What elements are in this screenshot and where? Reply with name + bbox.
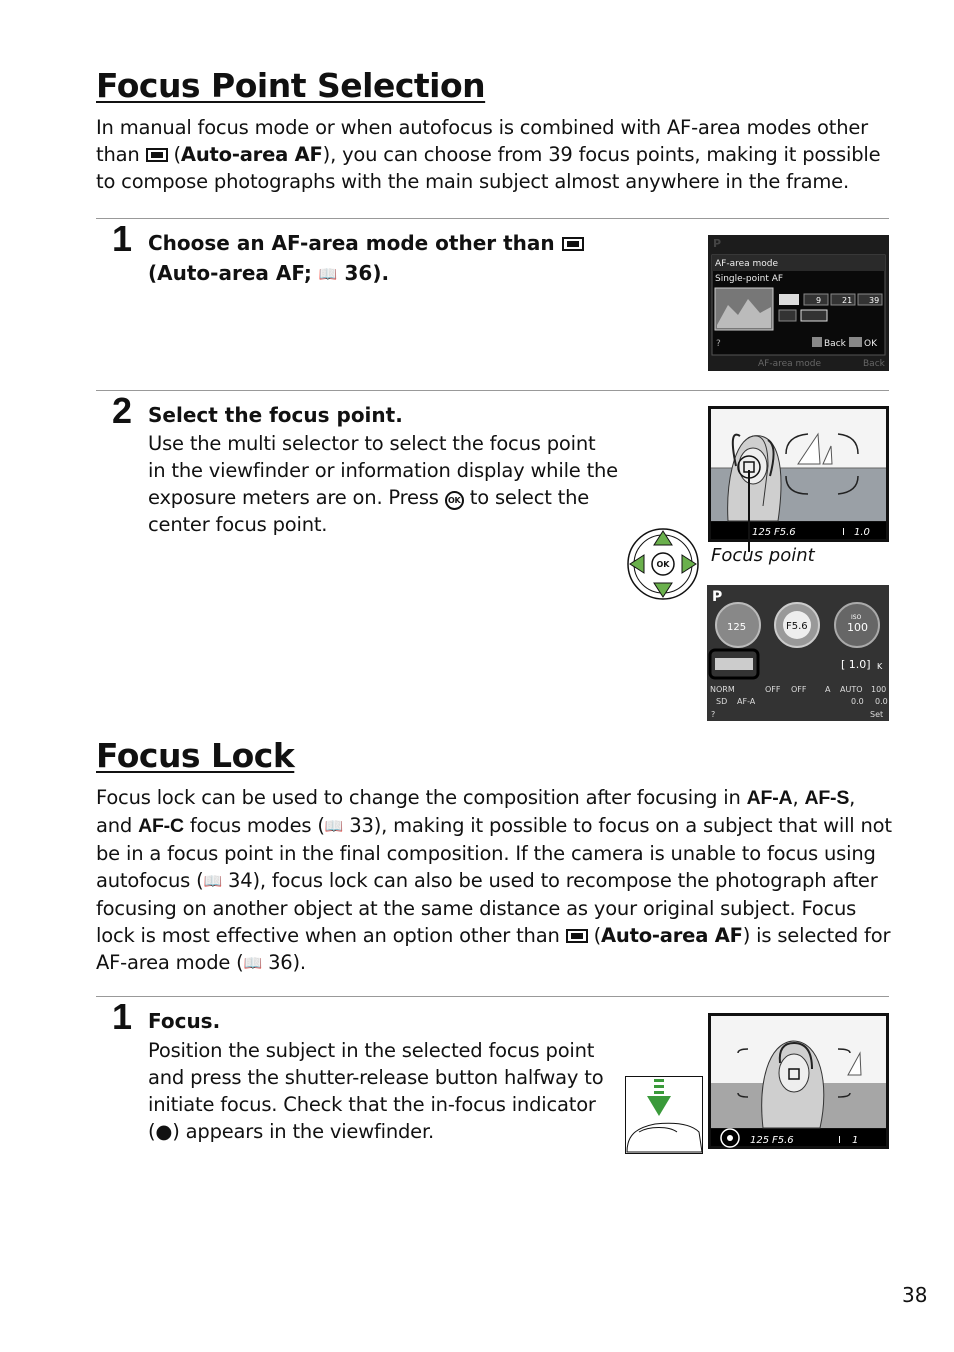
section-title-focus-lock: Focus Lock (96, 736, 295, 775)
intro-text-a: In manual focus mode or when autofocus is combined with AF-area modes other than (96, 116, 868, 166)
page-ref: 36 (344, 261, 373, 285)
info-remaining-k: K (877, 662, 883, 671)
para-bold: Auto-area AF (601, 924, 743, 947)
para-text-c: ), making it possible to focus on a subject that will not be in a focus point in the final composition. If the camera is unable to focus using autofocus ( (96, 814, 892, 892)
page-ref-icon: 📖 (324, 817, 344, 835)
step-body-text-b: to select the center focus point. (148, 486, 590, 536)
mode-39: 39 (869, 296, 880, 305)
selected-mode: Single-point AF (715, 274, 784, 284)
divider (96, 218, 889, 219)
info-row1-0: NORM (710, 685, 735, 694)
info-iso: 100 (847, 621, 868, 634)
info-row1-1: OFF (765, 685, 781, 694)
in-focus-indicator-icon: ● (155, 1120, 173, 1143)
vf-frames: 1 (852, 1135, 859, 1146)
step-body-text-a: Position the subject in the selected focus point and press the shutter-release button halfway to initiate focus. Check that the in-focus indicator ( (148, 1039, 604, 1143)
info-help: ? (711, 710, 716, 719)
auto-area-af-icon (566, 929, 588, 943)
step-number: 2 (112, 390, 133, 431)
mode-letter: P (713, 237, 722, 250)
step-body-text-b: ) appears in the viewfinder. (172, 1120, 435, 1143)
svg-text:I: I (838, 1135, 841, 1146)
step-number: 1 (112, 996, 133, 1037)
step-title-text: Choose an AF-area mode other than (148, 231, 562, 255)
divider (96, 390, 889, 391)
focus-point-caption: Focus point (711, 545, 815, 566)
info-row1-4: AUTO (840, 685, 863, 694)
focus-lock-paragraph: Focus lock can be used to change the composition after focusing in AF-A, AF-S, and AF-C focus modes (📖 33), making it possible to focus on a subject that will not be in a focus point in the final composition. If the camera is unable to focus using autofocus (📖 34), focus lock can also be used to recompose the photograph after focusing on another object at the same distance as your original subject. Focus lock is most effective when an option other than (Auto-area AF) is selected for AF-area mode (📖 36). (96, 784, 896, 977)
svg-text:I: I (842, 527, 845, 538)
page-ref-icon: 📖 (318, 265, 338, 283)
page-ref: 33 (349, 814, 374, 837)
af-area-mode-screen (708, 235, 889, 371)
step-title: Choose an AF-area mode other than (Auto-area AF; 📖 36). (148, 228, 608, 289)
info-iso-label: ISO (851, 614, 862, 621)
page-ref-icon: 📖 (243, 954, 263, 972)
info-shutter: 125 (727, 622, 747, 633)
section-title-focus-point-selection: Focus Point Selection (96, 66, 486, 105)
in-focus-indicator (727, 1135, 733, 1141)
footer-back: Back (863, 359, 885, 369)
vf-shutter: 125 (752, 527, 772, 538)
ok-button-icon: OK (445, 491, 464, 510)
mode-af-s: AF-S (804, 787, 850, 809)
step-title-bold: Auto-area AF; (157, 261, 312, 285)
mode-single-icon (779, 294, 799, 305)
info-remaining: [ 1.0] (841, 658, 871, 671)
step-title: Focus. (148, 1009, 221, 1033)
menu-header: AF-area mode (715, 259, 779, 269)
step-title: Select the focus point. (148, 403, 403, 427)
info-set: Set (870, 710, 884, 719)
step-number: 1 (112, 218, 133, 259)
mode-af-a: AF-A (746, 787, 793, 809)
page-number: 38 (902, 1283, 928, 1307)
info-row1-2: OFF (791, 685, 807, 694)
intro-paragraph: In manual focus mode or when autofocus is combined with AF-area modes other than (Auto-area AF), you can choose from 39 focus points, making it possible to compose photographs with the main subject almost anywhere in the frame. (96, 116, 881, 193)
info-mode: P (712, 589, 723, 605)
mode-af-c: AF-C (138, 815, 184, 837)
auto-area-af-icon (562, 237, 584, 251)
para-text-e: ) is selected for AF-area mode ( (96, 924, 891, 974)
divider (96, 996, 889, 997)
step-body (148, 430, 618, 538)
para-text-b: focus modes ( (183, 814, 325, 837)
vf-frames: 1.0 (854, 527, 870, 538)
page-ref-icon: 📖 (203, 872, 223, 890)
information-display (707, 585, 889, 721)
ok-label: OK (864, 339, 877, 349)
help-icon: ? (716, 339, 721, 349)
info-row2-1: AF-A (737, 697, 756, 706)
mode-3d-icon (779, 310, 796, 321)
intro-text-b: ), you can choose from 39 focus points, making it possible to compose photographs with the main subject almost anywhere in the frame. (96, 143, 881, 193)
step-body (148, 1037, 608, 1145)
page-ref: 34 (228, 869, 253, 892)
footer-label: AF-area mode (758, 359, 822, 369)
mode-auto-icon (801, 310, 827, 321)
info-row2-2: 0.0 (851, 697, 864, 706)
vf-shutter: 125 (750, 1135, 770, 1146)
vf-aperture: F5.6 (772, 1135, 794, 1146)
shutter-half-press-illustration (625, 1076, 703, 1154)
focus-point-leader-line (748, 470, 750, 552)
viewfinder-portrait-image (708, 1013, 889, 1149)
auto-area-af-icon (146, 148, 168, 162)
back-label: Back (824, 339, 846, 349)
mode-21: 21 (842, 296, 853, 305)
vf-aperture: F5.6 (774, 527, 796, 538)
info-row2-3: 0.0 (875, 697, 888, 706)
para-text-a: Focus lock can be used to change the composition after focusing in (96, 786, 747, 809)
viewfinder-image (708, 406, 889, 542)
info-row1-3: A (825, 685, 831, 694)
intro-bold: Auto-area AF (180, 143, 323, 166)
page-ref: 36 (268, 951, 293, 974)
step-body-text-a: Use the multi selector to select the focus point in the viewfinder or information display while the exposure meters are on. Press (148, 432, 618, 509)
info-row2-0: SD (716, 697, 728, 706)
info-aperture: F5.6 (786, 621, 808, 632)
mode-9: 9 (816, 296, 822, 305)
para-text-d: ), focus lock can also be used to recompose the photograph after focusing on another object at the same distance as your original subject. Focus lock is most effective when an option other than (96, 869, 878, 947)
multi-selector-icon (626, 527, 700, 601)
info-row1-5: 100 (871, 685, 887, 694)
ok-label: OK (656, 560, 670, 569)
